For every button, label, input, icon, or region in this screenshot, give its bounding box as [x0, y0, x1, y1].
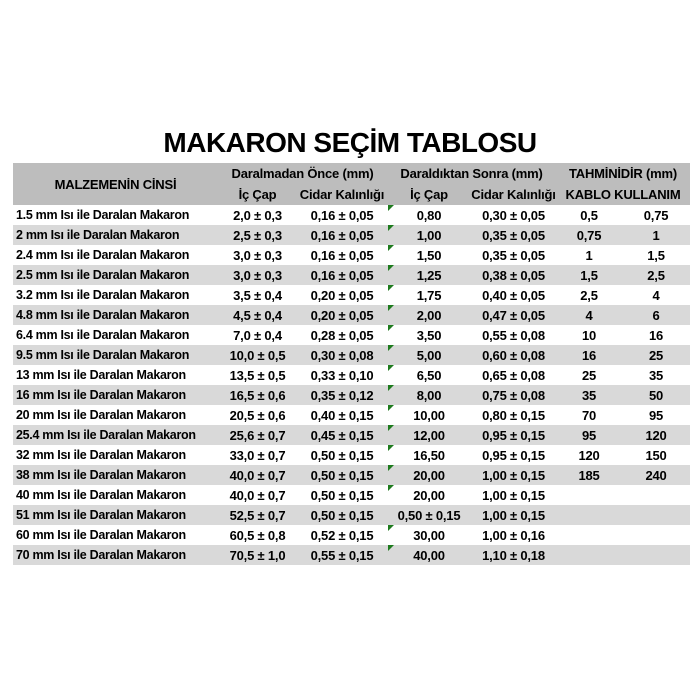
excel-error-flag-icon: [388, 325, 394, 331]
kablo-min-cell: 70: [556, 405, 622, 425]
before-cidar-cell: 0,16 ± 0,05: [297, 245, 387, 265]
after-cidar-cell: 0,55 ± 0,08: [471, 325, 556, 345]
table-row: [13, 505, 690, 525]
excel-error-flag-icon: [388, 545, 394, 551]
before-cidar-cell: 0,20 ± 0,05: [297, 285, 387, 305]
excel-error-flag-icon: [388, 485, 394, 491]
after-cidar-cell: 0,47 ± 0,05: [471, 305, 556, 325]
before-ic-cap-cell: 40,0 ± 0,7: [218, 485, 297, 505]
after-ic-cap-cell: 0,80: [387, 205, 471, 225]
after-ic-cap-cell: 12,00: [387, 425, 471, 445]
material-cell: 4.8 mm Isı ile Daralan Makaron: [13, 305, 218, 325]
kablo-min-cell: 0,75: [556, 225, 622, 245]
table-body: [13, 205, 690, 565]
kablo-min-cell: [556, 505, 622, 525]
col-group-estimate: TAHMİNİDİR (mm): [556, 163, 690, 184]
after-ic-cap-cell: 1,50: [387, 245, 471, 265]
material-cell: 70 mm Isı ile Daralan Makaron: [13, 545, 218, 565]
after-cidar-cell: 0,95 ± 0,15: [471, 425, 556, 445]
header-group-row: [13, 163, 690, 184]
after-ic-cap-cell: 3,50: [387, 325, 471, 345]
kablo-min-cell: 16: [556, 345, 622, 365]
after-cidar-cell: 0,38 ± 0,05: [471, 265, 556, 285]
after-cidar-cell: 0,35 ± 0,05: [471, 245, 556, 265]
before-cidar-cell: 0,35 ± 0,12: [297, 385, 387, 405]
after-cidar-cell: 0,95 ± 0,15: [471, 445, 556, 465]
kablo-max-cell: [622, 545, 690, 565]
before-ic-cap-cell: 3,5 ± 0,4: [218, 285, 297, 305]
before-cidar-cell: 0,20 ± 0,05: [297, 305, 387, 325]
kablo-max-cell: 35: [622, 365, 690, 385]
table-row: [13, 425, 690, 445]
before-ic-cap-cell: 33,0 ± 0,7: [218, 445, 297, 465]
kablo-min-cell: 185: [556, 465, 622, 485]
after-ic-cap-cell: 8,00: [387, 385, 471, 405]
after-cidar-cell: 0,80 ± 0,15: [471, 405, 556, 425]
material-cell: 25.4 mm Isı ile Daralan Makaron: [13, 425, 218, 445]
excel-error-flag-icon: [388, 345, 394, 351]
col-group-before-shrink: Daralmadan Önce (mm): [218, 163, 387, 184]
before-ic-cap-cell: 60,5 ± 0,8: [218, 525, 297, 545]
kablo-max-cell: 95: [622, 405, 690, 425]
sub-header-kablo-kullanim: KABLO KULLANIM: [556, 184, 690, 205]
after-ic-cap-cell: 0,50 ± 0,15: [387, 505, 471, 525]
material-cell: 16 mm Isı ile Daralan Makaron: [13, 385, 218, 405]
before-ic-cap-cell: 10,0 ± 0,5: [218, 345, 297, 365]
before-ic-cap-cell: 52,5 ± 0,7: [218, 505, 297, 525]
excel-error-flag-icon: [388, 285, 394, 291]
col-header-material: MALZEMENİN CİNSİ: [13, 163, 218, 205]
material-cell: 38 mm Isı ile Daralan Makaron: [13, 465, 218, 485]
before-ic-cap-cell: 4,5 ± 0,4: [218, 305, 297, 325]
before-ic-cap-cell: 25,6 ± 0,7: [218, 425, 297, 445]
before-ic-cap-cell: 70,5 ± 1,0: [218, 545, 297, 565]
material-cell: 51 mm Isı ile Daralan Makaron: [13, 505, 218, 525]
kablo-max-cell: 6: [622, 305, 690, 325]
kablo-max-cell: 120: [622, 425, 690, 445]
after-cidar-cell: 1,00 ± 0,15: [471, 465, 556, 485]
after-ic-cap-cell: 5,00: [387, 345, 471, 365]
kablo-max-cell: [622, 525, 690, 545]
table-row: [13, 405, 690, 425]
table-row: [13, 465, 690, 485]
kablo-max-cell: 2,5: [622, 265, 690, 285]
after-ic-cap-cell: 20,00: [387, 485, 471, 505]
material-cell: 2.4 mm Isı ile Daralan Makaron: [13, 245, 218, 265]
table-row: [13, 345, 690, 365]
before-cidar-cell: 0,16 ± 0,05: [297, 265, 387, 285]
before-ic-cap-cell: 7,0 ± 0,4: [218, 325, 297, 345]
after-cidar-cell: 0,65 ± 0,08: [471, 365, 556, 385]
before-ic-cap-cell: 2,0 ± 0,3: [218, 205, 297, 225]
table-row: [13, 265, 690, 285]
excel-error-flag-icon: [388, 525, 394, 531]
col-group-after-shrink: Daraldıktan Sonra (mm): [387, 163, 556, 184]
before-cidar-cell: 0,50 ± 0,15: [297, 465, 387, 485]
kablo-max-cell: 0,75: [622, 205, 690, 225]
before-cidar-cell: 0,52 ± 0,15: [297, 525, 387, 545]
kablo-max-cell: 16: [622, 325, 690, 345]
before-cidar-cell: 0,40 ± 0,15: [297, 405, 387, 425]
excel-error-flag-icon: [388, 425, 394, 431]
after-cidar-cell: 1,00 ± 0,15: [471, 485, 556, 505]
table-row: [13, 245, 690, 265]
makaron-selection-table: [13, 163, 690, 565]
excel-error-flag-icon: [388, 365, 394, 371]
selection-table-container: [13, 163, 690, 565]
kablo-max-cell: [622, 505, 690, 525]
before-ic-cap-cell: 16,5 ± 0,6: [218, 385, 297, 405]
sub-header-ic-cap-before: İç Çap: [218, 184, 297, 205]
kablo-max-cell: [622, 485, 690, 505]
excel-error-flag-icon: [388, 305, 394, 311]
table-header: [13, 163, 690, 205]
kablo-min-cell: [556, 485, 622, 505]
before-cidar-cell: 0,45 ± 0,15: [297, 425, 387, 445]
material-cell: 2.5 mm Isı ile Daralan Makaron: [13, 265, 218, 285]
after-cidar-cell: 0,40 ± 0,05: [471, 285, 556, 305]
kablo-max-cell: 50: [622, 385, 690, 405]
table-row: [13, 525, 690, 545]
after-ic-cap-cell: 2,00: [387, 305, 471, 325]
kablo-min-cell: 1: [556, 245, 622, 265]
material-cell: 20 mm Isı ile Daralan Makaron: [13, 405, 218, 425]
before-ic-cap-cell: 2,5 ± 0,3: [218, 225, 297, 245]
kablo-min-cell: 95: [556, 425, 622, 445]
after-cidar-cell: 1,10 ± 0,18: [471, 545, 556, 565]
table-row: [13, 325, 690, 345]
excel-error-flag-icon: [388, 265, 394, 271]
after-ic-cap-cell: 30,00: [387, 525, 471, 545]
kablo-min-cell: 2,5: [556, 285, 622, 305]
kablo-min-cell: [556, 545, 622, 565]
kablo-max-cell: 150: [622, 445, 690, 465]
after-ic-cap-cell: 1,75: [387, 285, 471, 305]
table-row: [13, 205, 690, 225]
after-ic-cap-cell: 16,50: [387, 445, 471, 465]
before-cidar-cell: 0,30 ± 0,08: [297, 345, 387, 365]
sub-header-cidar-after: Cidar Kalınlığı: [471, 184, 556, 205]
after-ic-cap-cell: 20,00: [387, 465, 471, 485]
before-cidar-cell: 0,55 ± 0,15: [297, 545, 387, 565]
after-ic-cap-cell: 40,00: [387, 545, 471, 565]
before-cidar-cell: 0,28 ± 0,05: [297, 325, 387, 345]
after-cidar-cell: 1,00 ± 0,16: [471, 525, 556, 545]
table-row: [13, 545, 690, 565]
after-ic-cap-cell: 1,00: [387, 225, 471, 245]
kablo-min-cell: 1,5: [556, 265, 622, 285]
table-row: [13, 305, 690, 325]
kablo-min-cell: 10: [556, 325, 622, 345]
material-cell: 40 mm Isı ile Daralan Makaron: [13, 485, 218, 505]
table-row: [13, 285, 690, 305]
excel-error-flag-icon: [388, 225, 394, 231]
kablo-max-cell: 4: [622, 285, 690, 305]
table-row: [13, 225, 690, 245]
material-cell: 3.2 mm Isı ile Daralan Makaron: [13, 285, 218, 305]
excel-error-flag-icon: [388, 385, 394, 391]
material-cell: 2 mm Isı ile Daralan Makaron: [13, 225, 218, 245]
before-cidar-cell: 0,50 ± 0,15: [297, 445, 387, 465]
after-cidar-cell: 0,60 ± 0,08: [471, 345, 556, 365]
kablo-min-cell: 35: [556, 385, 622, 405]
sub-header-cidar-before: Cidar Kalınlığı: [297, 184, 387, 205]
material-cell: 32 mm Isı ile Daralan Makaron: [13, 445, 218, 465]
excel-error-flag-icon: [388, 245, 394, 251]
kablo-min-cell: 4: [556, 305, 622, 325]
after-ic-cap-cell: 6,50: [387, 365, 471, 385]
after-cidar-cell: 0,75 ± 0,08: [471, 385, 556, 405]
material-cell: 1.5 mm Isı ile Daralan Makaron: [13, 205, 218, 225]
kablo-min-cell: [556, 525, 622, 545]
excel-error-flag-icon: [388, 445, 394, 451]
before-cidar-cell: 0,16 ± 0,05: [297, 225, 387, 245]
material-cell: 13 mm Isı ile Daralan Makaron: [13, 365, 218, 385]
material-cell: 60 mm Isı ile Daralan Makaron: [13, 525, 218, 545]
excel-error-flag-icon: [388, 205, 394, 211]
before-ic-cap-cell: 20,5 ± 0,6: [218, 405, 297, 425]
table-row: [13, 385, 690, 405]
kablo-min-cell: 120: [556, 445, 622, 465]
before-ic-cap-cell: 40,0 ± 0,7: [218, 465, 297, 485]
after-cidar-cell: 0,35 ± 0,05: [471, 225, 556, 245]
material-cell: 6.4 mm Isı ile Daralan Makaron: [13, 325, 218, 345]
material-cell: 9.5 mm Isı ile Daralan Makaron: [13, 345, 218, 365]
kablo-max-cell: 1: [622, 225, 690, 245]
kablo-max-cell: 1,5: [622, 245, 690, 265]
before-cidar-cell: 0,16 ± 0,05: [297, 205, 387, 225]
after-cidar-cell: 1,00 ± 0,15: [471, 505, 556, 525]
before-ic-cap-cell: 3,0 ± 0,3: [218, 265, 297, 285]
excel-error-flag-icon: [388, 465, 394, 471]
kablo-min-cell: 0,5: [556, 205, 622, 225]
kablo-min-cell: 25: [556, 365, 622, 385]
after-ic-cap-cell: 10,00: [387, 405, 471, 425]
excel-error-flag-icon: [388, 405, 394, 411]
table-row: [13, 485, 690, 505]
page-title: MAKARON SEÇİM TABLOSU: [163, 127, 537, 158]
sub-header-ic-cap-after: İç Çap: [387, 184, 471, 205]
kablo-max-cell: 240: [622, 465, 690, 485]
table-row: [13, 445, 690, 465]
after-ic-cap-cell: 1,25: [387, 265, 471, 285]
after-cidar-cell: 0,30 ± 0,05: [471, 205, 556, 225]
before-cidar-cell: 0,33 ± 0,10: [297, 365, 387, 385]
before-cidar-cell: 0,50 ± 0,15: [297, 505, 387, 525]
table-row: [13, 365, 690, 385]
before-cidar-cell: 0,50 ± 0,15: [297, 485, 387, 505]
kablo-max-cell: 25: [622, 345, 690, 365]
before-ic-cap-cell: 3,0 ± 0,3: [218, 245, 297, 265]
before-ic-cap-cell: 13,5 ± 0,5: [218, 365, 297, 385]
